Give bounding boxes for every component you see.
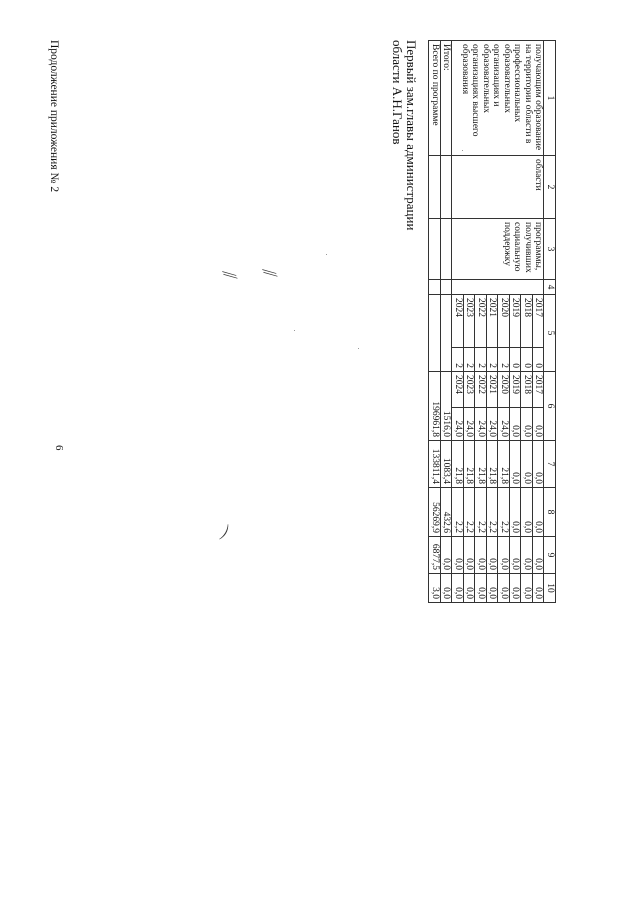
cell-value9: 0,0 xyxy=(464,537,476,574)
cell-value9: 0,0 xyxy=(475,537,487,574)
empty-cell xyxy=(429,156,441,219)
cell-year6: 2022 xyxy=(475,372,487,408)
cell-value5: 2 xyxy=(487,348,499,372)
cell-value6: 24,0 xyxy=(452,408,464,441)
cell-value5: 0 xyxy=(521,348,533,372)
cell-value6: 0,0 xyxy=(533,408,545,441)
header-row xyxy=(544,41,556,603)
cell-value5: 0 xyxy=(533,348,545,372)
cell-value7: 21,8 xyxy=(487,441,499,488)
cell-value8: 0,0 xyxy=(521,488,533,537)
total-value6: 196961,8 xyxy=(429,372,441,441)
empty-cell xyxy=(429,219,441,280)
itogo-row xyxy=(441,41,453,603)
col2-executor xyxy=(452,156,544,219)
empty-cell xyxy=(441,219,453,280)
cell-value7: 0,0 xyxy=(510,441,522,488)
cell-year6: 2020 xyxy=(498,372,510,408)
cell-value6: 0,0 xyxy=(521,408,533,441)
handwritten-mark: ⌒ xyxy=(204,515,232,542)
itogo-label: Итого: xyxy=(441,41,453,156)
col2-line: области xyxy=(533,159,544,191)
cell-value8: 0,0 xyxy=(533,488,545,537)
total-row xyxy=(429,41,441,603)
signature-line-1: Первый зам.главы администрации xyxy=(404,40,419,231)
total-value7: 133811,4 xyxy=(429,441,441,488)
col1-line: образовательных xyxy=(502,44,512,113)
col4-empty xyxy=(452,280,544,295)
handwritten-mark: ⁄⁄ xyxy=(259,266,281,280)
continuation-header: Продолжение приложения № 2 xyxy=(48,40,60,193)
cell-value10: 0,0 xyxy=(533,574,545,603)
empty-cell xyxy=(441,156,453,219)
col3-line: социальную xyxy=(512,222,523,272)
empty-cell xyxy=(429,280,441,295)
itogo-value9: 0,0 xyxy=(441,537,453,574)
page-number: 6 xyxy=(53,445,65,451)
col-header-5: 5 xyxy=(544,295,556,372)
col1-line: образования xyxy=(460,44,470,95)
cell-value10: 0,0 xyxy=(521,574,533,603)
col1-line: организациях высшего xyxy=(470,44,481,137)
itogo-value6: 1516,0 xyxy=(441,372,453,441)
empty-cell xyxy=(429,295,441,372)
cell-value10: 0,0 xyxy=(464,574,476,603)
cell-value9: 0,0 xyxy=(533,537,545,574)
cell-year5: 2019 xyxy=(510,295,522,348)
cell-value5: 2 xyxy=(464,348,476,372)
cell-value7: 21,8 xyxy=(475,441,487,488)
col3-indicator xyxy=(452,219,544,280)
col-header-9: 9 xyxy=(544,537,556,574)
cell-value10: 0,0 xyxy=(498,574,510,603)
cell-year5: 2021 xyxy=(487,295,499,348)
cell-value8: 0,0 xyxy=(510,488,522,537)
col3-line: получивших xyxy=(523,222,533,273)
cell-value10: 0,0 xyxy=(475,574,487,603)
cell-year5: 2022 xyxy=(475,295,487,348)
cell-value6: 24,0 xyxy=(475,408,487,441)
col-header-4: 4 xyxy=(544,280,556,295)
col3-line: поддержку xyxy=(502,222,512,266)
cell-value9: 0,0 xyxy=(521,537,533,574)
col1-line: получающим образование xyxy=(533,44,544,151)
col1-line: организациях и xyxy=(491,44,502,107)
budget-table xyxy=(429,40,557,603)
cell-value8: 2,2 xyxy=(464,488,476,537)
col-header-6: 6 xyxy=(544,372,556,441)
cell-year5: 2018 xyxy=(521,295,533,348)
col-header-7: 7 xyxy=(544,441,556,488)
itogo-value8: 432,6 xyxy=(441,488,453,537)
col-header-1: 1 xyxy=(544,41,556,156)
col1-line: профессиональных xyxy=(512,44,523,123)
cell-value8: 2,2 xyxy=(487,488,499,537)
total-value8: 56269,9 xyxy=(429,488,441,537)
cell-year5: 2020 xyxy=(498,295,510,348)
total-label: Всего по программе xyxy=(429,41,441,156)
handwritten-mark: ⁄⁄ xyxy=(219,268,241,282)
cell-value8: 2,2 xyxy=(498,488,510,537)
cell-value6: 24,0 xyxy=(487,408,499,441)
signature-line-2: области А.Н.Ганов xyxy=(390,40,405,145)
cell-year5: 2023 xyxy=(464,295,476,348)
cell-value6: 0,0 xyxy=(510,408,522,441)
cell-value7: 0,0 xyxy=(521,441,533,488)
itogo-value10: 0,0 xyxy=(441,574,453,603)
cell-value9: 0,0 xyxy=(498,537,510,574)
cell-value10: 0,0 xyxy=(452,574,464,603)
empty-cell xyxy=(441,295,453,372)
cell-year6: 2017 xyxy=(533,372,545,408)
cell-year6: 2023 xyxy=(464,372,476,408)
col-header-10: 10 xyxy=(544,574,556,603)
scan-speck xyxy=(358,348,359,349)
col1-description xyxy=(452,41,544,156)
cell-value10: 0,0 xyxy=(510,574,522,603)
col3-line: программы, xyxy=(533,222,544,271)
cell-value5: 2 xyxy=(498,348,510,372)
cell-year5: 2024 xyxy=(452,295,464,348)
itogo-value7: 1083,4 xyxy=(441,441,453,488)
col-header-2: 2 xyxy=(544,156,556,219)
cell-year6: 2018 xyxy=(521,372,533,408)
total-value10: 3,0 xyxy=(429,574,441,603)
scan-speck xyxy=(462,150,463,151)
cell-value7: 21,8 xyxy=(452,441,464,488)
data-row-0 xyxy=(533,41,545,603)
cell-value9: 0,0 xyxy=(452,537,464,574)
col1-line: на территории области в xyxy=(523,44,533,144)
scan-speck xyxy=(294,330,295,331)
cell-value5: 2 xyxy=(475,348,487,372)
cell-value10: 0,0 xyxy=(487,574,499,603)
scan-speck xyxy=(326,254,327,255)
cell-value7: 21,8 xyxy=(464,441,476,488)
cell-value9: 0,0 xyxy=(510,537,522,574)
cell-year6: 2019 xyxy=(510,372,522,408)
cell-value8: 2,2 xyxy=(452,488,464,537)
cell-value6: 24,0 xyxy=(464,408,476,441)
cell-value5: 0 xyxy=(510,348,522,372)
cell-year6: 2021 xyxy=(487,372,499,408)
signature-block xyxy=(390,40,418,230)
col1-line: образовательных xyxy=(481,44,491,113)
cell-value6: 24,0 xyxy=(498,408,510,441)
cell-value7: 0,0 xyxy=(533,441,545,488)
col-header-3: 3 xyxy=(544,219,556,280)
cell-value7: 21,8 xyxy=(498,441,510,488)
cell-year6: 2024 xyxy=(452,372,464,408)
cell-value9: 0,0 xyxy=(487,537,499,574)
total-value9: 6877,5 xyxy=(429,537,441,574)
col-header-8: 8 xyxy=(544,488,556,537)
cell-value8: 2,2 xyxy=(475,488,487,537)
empty-cell xyxy=(441,280,453,295)
cell-year5: 2017 xyxy=(533,295,545,348)
cell-value5: 2 xyxy=(452,348,464,372)
